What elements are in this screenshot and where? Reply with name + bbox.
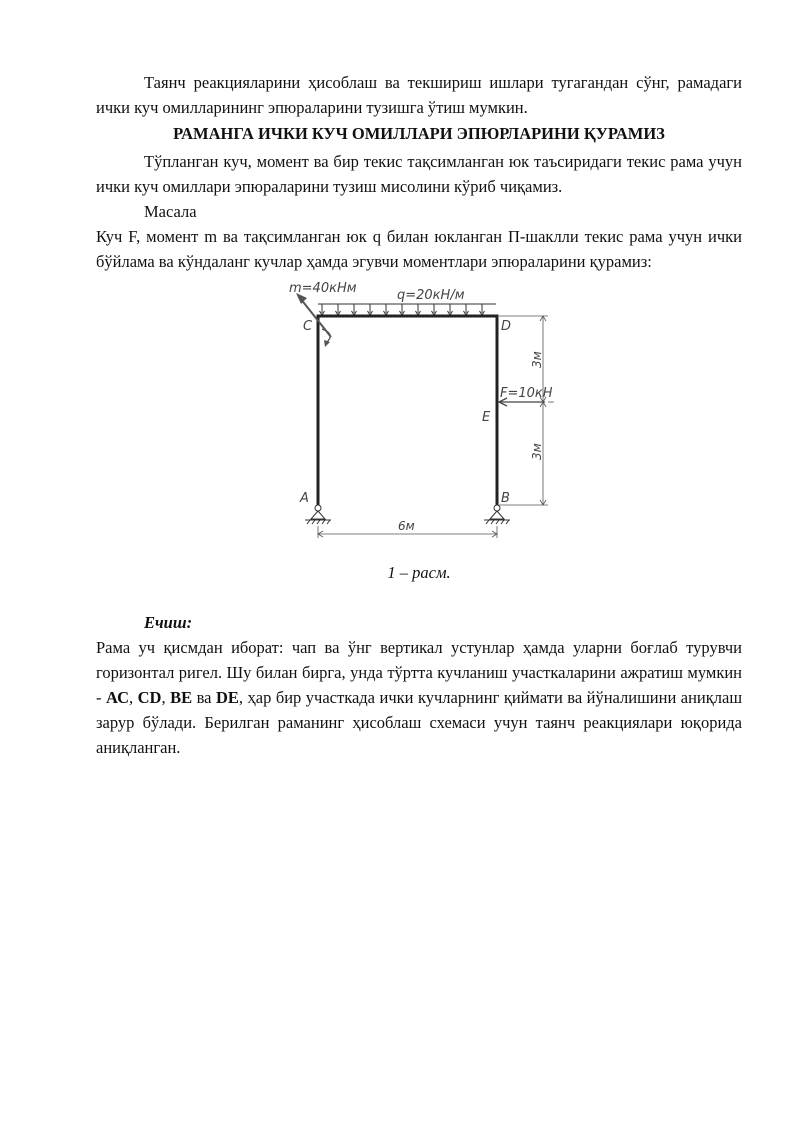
solution-title: Ечиш: bbox=[144, 613, 193, 632]
node-e-label: E bbox=[482, 410, 491, 425]
node-d-label: D bbox=[501, 319, 512, 334]
node-a-label: A bbox=[300, 491, 309, 506]
frame-structure bbox=[318, 316, 497, 505]
separator-2: , bbox=[161, 688, 171, 707]
vertical-dimensions bbox=[499, 316, 554, 505]
separator-3: ва bbox=[192, 688, 216, 707]
solution-text-2: , ҳар бир участкада ички кучларнинг қиймати ва йўналишини аниқлаш зарур бўлади. Берилган раманинг ҳисоблаш схемаси учун таянч реакциялари юқорида аниқланган. bbox=[96, 688, 743, 757]
node-c-label: C bbox=[303, 319, 313, 334]
figure-caption: 1 – расм. bbox=[387, 563, 451, 582]
intro-paragraph: Таянч реакцияларини ҳисоблаш ва текшириш ишлари тугагандан сўнг, рамадаги ички куч омилларининг эпюраларини тузишга ўтиш мумкин. bbox=[96, 73, 742, 117]
frame-diagram bbox=[96, 280, 742, 552]
problem-label: Масала bbox=[144, 202, 197, 221]
load-q-label: q=20кН/м bbox=[397, 288, 465, 303]
frame-figure bbox=[96, 280, 742, 552]
node-b-label: B bbox=[501, 491, 510, 506]
problem-paragraph: Куч F, момент m ва тақсимланган юк q билан юкланган П-шаклли текис рама учун ички бўйлама ва кўндаланг кучлар ҳамда эгувчи моментлари эпюраларини қурамиз: bbox=[96, 227, 742, 271]
dim-upper-label: 3м bbox=[530, 351, 544, 368]
separator-1: , bbox=[129, 688, 138, 707]
support-b bbox=[484, 505, 510, 524]
example-paragraph: Тўпланган куч, момент ва бир текис тақсимланган юк таъсиридаги текис рама учун ички куч омиллари эпюраларини тузиш мисолини кўриб чиқамиз. bbox=[96, 152, 742, 196]
moment-m-symbol bbox=[296, 293, 331, 347]
segment-ac: АС bbox=[105, 688, 129, 707]
segment-be: BE bbox=[170, 688, 193, 707]
segment-de: DE bbox=[215, 688, 239, 707]
document-page bbox=[96, 70, 742, 760]
section-heading: РАМАНГА ИЧКИ КУЧ ОМИЛЛАРИ ЭПЮРЛАРИНИ ҚУРАМИЗ bbox=[173, 124, 665, 143]
dim-lower-label: 3м bbox=[530, 443, 544, 460]
dim-span-label: 6м bbox=[398, 519, 415, 533]
solution-text-1: Рама уч қисмдан иборат: чап ва ўнг вертикал устунлар ҳамда уларни боғлаб турувчи горизонтал ригел. Шу билан бирга, унда тўртта кучланиш участкаларини ажратиш мумкин - bbox=[96, 638, 742, 707]
support-a bbox=[305, 505, 331, 524]
distributed-load-q bbox=[318, 304, 496, 315]
force-f-label: F=10кН bbox=[500, 386, 553, 401]
moment-m-label: m=40кНм bbox=[289, 281, 357, 296]
segment-cd: CD bbox=[137, 688, 162, 707]
solution-paragraph bbox=[96, 635, 742, 760]
